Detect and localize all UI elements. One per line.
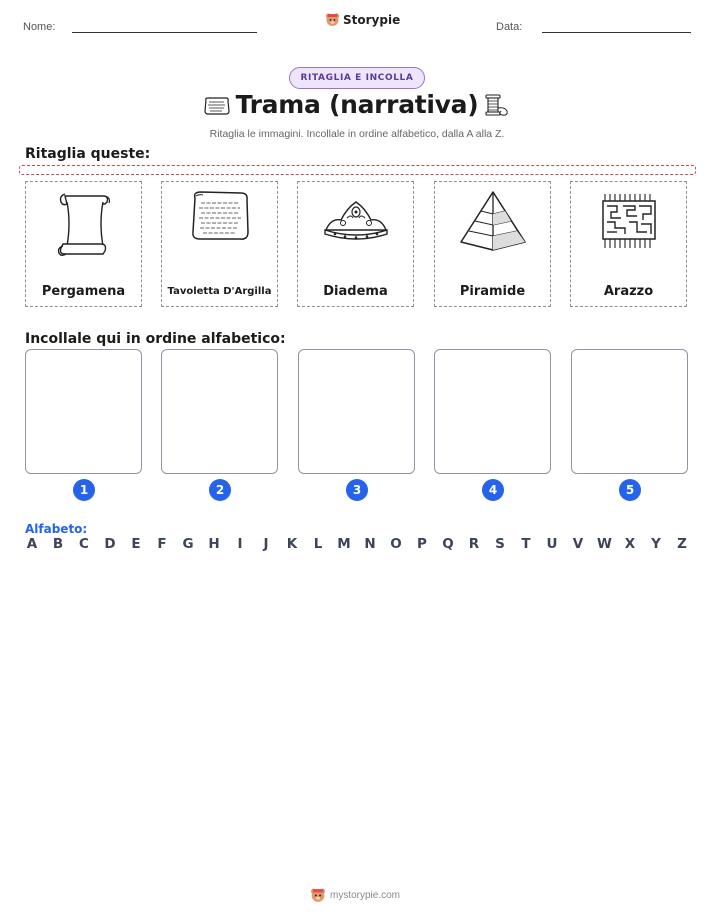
alphabet-letter: P: [417, 536, 427, 552]
paste-box-1[interactable]: [25, 349, 142, 474]
activity-badge: RITAGLIA E INCOLLA: [289, 67, 425, 89]
bear-mascot-icon: [325, 12, 340, 28]
alphabet-letter: D: [104, 536, 116, 552]
paste-box-3[interactable]: [298, 349, 415, 474]
tiara-icon: [321, 196, 391, 248]
alphabet-letter: Q: [442, 536, 454, 552]
footer: [310, 887, 400, 904]
alphabet-letter: A: [26, 536, 38, 552]
cut-section-heading: Ritaglia queste:: [25, 146, 151, 162]
alphabet-letter: Z: [677, 536, 687, 552]
alphabet-heading: Alfabeto:: [25, 522, 88, 536]
footer-url: mystorypie.com: [330, 890, 401, 901]
name-line: [72, 32, 257, 33]
alphabet-letter: B: [52, 536, 64, 552]
card-label: Pergamena: [41, 284, 126, 299]
card-label: Piramide: [459, 284, 526, 299]
alphabet-letter: E: [131, 536, 141, 552]
page-title: Trama (narrativa): [235, 90, 479, 119]
instructions: Ritaglia le immagini. Incollale in ordine alfabetico, dalla A alla Z.: [209, 128, 505, 140]
alphabet-letter: V: [572, 536, 584, 552]
alphabet-letter: G: [182, 536, 194, 552]
cut-card-arazzo[interactable]: [570, 181, 687, 307]
name-label: Nome:: [23, 21, 56, 33]
date-label: Data:: [496, 21, 523, 33]
alphabet-row: [25, 536, 689, 552]
alphabet-letter: C: [79, 536, 89, 552]
alphabet-letter: N: [364, 536, 376, 552]
alphabet-letter: O: [390, 536, 402, 552]
clay-tablet-icon: [187, 188, 253, 248]
slot-number-2: 2: [209, 479, 231, 501]
alphabet-letter: J: [263, 536, 269, 552]
card-label: Tavoletta D'Argilla: [167, 286, 272, 297]
paste-section-heading: Incollale qui in ordine alfabetico:: [25, 331, 286, 347]
alphabet-letter: T: [521, 536, 531, 552]
slot-number-4: 4: [482, 479, 504, 501]
alphabet-letter: U: [546, 536, 558, 552]
bear-mascot-icon: [310, 887, 326, 904]
date-line: [542, 32, 691, 33]
slot-number-3: 3: [346, 479, 368, 501]
alphabet-letter: I: [237, 536, 243, 552]
scroll-icon: [49, 188, 119, 260]
alphabet-letter: K: [286, 536, 298, 552]
cut-card-pergamena[interactable]: [25, 181, 142, 307]
card-label: Diadema: [323, 284, 388, 299]
paste-box-2[interactable]: [161, 349, 278, 474]
alphabet-letter: M: [337, 536, 351, 552]
alphabet-letter: R: [468, 536, 480, 552]
paste-box-4[interactable]: [434, 349, 551, 474]
cut-card-piramide[interactable]: [434, 181, 551, 307]
brand-logo: [325, 12, 400, 28]
alphabet-letter: H: [208, 536, 220, 552]
cut-card-tavoletta[interactable]: [161, 181, 278, 307]
alphabet-letter: L: [313, 536, 323, 552]
slot-number-5: 5: [619, 479, 641, 501]
card-label: Arazzo: [603, 284, 654, 299]
spool-thread-icon: [481, 93, 511, 119]
alphabet-letter: X: [624, 536, 636, 552]
cut-line: [19, 165, 696, 175]
paste-box-5[interactable]: [571, 349, 688, 474]
brand-name: Storypie: [343, 13, 401, 27]
alphabet-letter: W: [597, 536, 612, 552]
cut-card-diadema[interactable]: [297, 181, 414, 307]
alphabet-letter: F: [157, 536, 167, 552]
alphabet-letter: Y: [651, 536, 661, 552]
tapestry-icon: [597, 188, 661, 254]
alphabet-letter: S: [495, 536, 505, 552]
slot-number-1: 1: [73, 479, 95, 501]
pyramid-icon: [455, 188, 531, 254]
